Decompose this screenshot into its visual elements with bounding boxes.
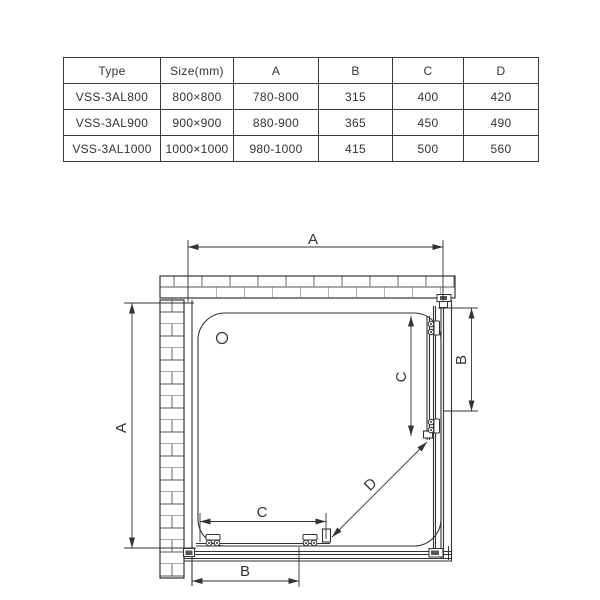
table-cell: 800×800 <box>161 84 234 110</box>
table-header-cell: Size(mm) <box>161 58 234 84</box>
table-header-cell: C <box>393 58 464 84</box>
drain-icon <box>217 333 228 344</box>
door-rollers <box>206 321 440 546</box>
shower-tray <box>198 313 441 546</box>
dim-label-b-bottom: B <box>239 563 251 580</box>
table-cell: 980-1000 <box>234 136 319 162</box>
roller-icon <box>303 535 317 546</box>
table-header-cell: D <box>464 58 539 84</box>
table-cell: 490 <box>464 110 539 136</box>
table-header-cell: B <box>319 58 393 84</box>
table-cell: 880-900 <box>234 110 319 136</box>
table-cell: VSS-3AL800 <box>64 84 161 110</box>
dim-label-c-horizontal: C <box>256 504 268 521</box>
dimension-d-diagonal <box>332 442 427 537</box>
top-brick-wall <box>160 276 455 298</box>
table-cell: 500 <box>393 136 464 162</box>
left-brick-wall <box>160 300 184 578</box>
table-cell: VSS-3AL1000 <box>64 136 161 162</box>
table-cell: VSS-3AL900 <box>64 110 161 136</box>
table-cell: 450 <box>393 110 464 136</box>
table-header-cell: Type <box>64 58 161 84</box>
table-cell: 780-800 <box>234 84 319 110</box>
dim-label-a-left: A <box>112 422 130 434</box>
table-cell: 560 <box>464 136 539 162</box>
table-cell: 365 <box>319 110 393 136</box>
table-header-cell: A <box>234 58 319 84</box>
dim-label-a-top: A <box>307 231 319 248</box>
table-cell: 400 <box>393 84 464 110</box>
table-cell: 315 <box>319 84 393 110</box>
table-cell: 1000×1000 <box>161 136 234 162</box>
roller-icon <box>206 535 220 546</box>
table-cell: 420 <box>464 84 539 110</box>
table-cell: 900×900 <box>161 110 234 136</box>
table-cell: 415 <box>319 136 393 162</box>
dim-label-c-vertical: C <box>392 371 410 383</box>
dim-label-d-diagonal: D <box>360 474 381 495</box>
dim-label-b-right: B <box>452 354 470 366</box>
